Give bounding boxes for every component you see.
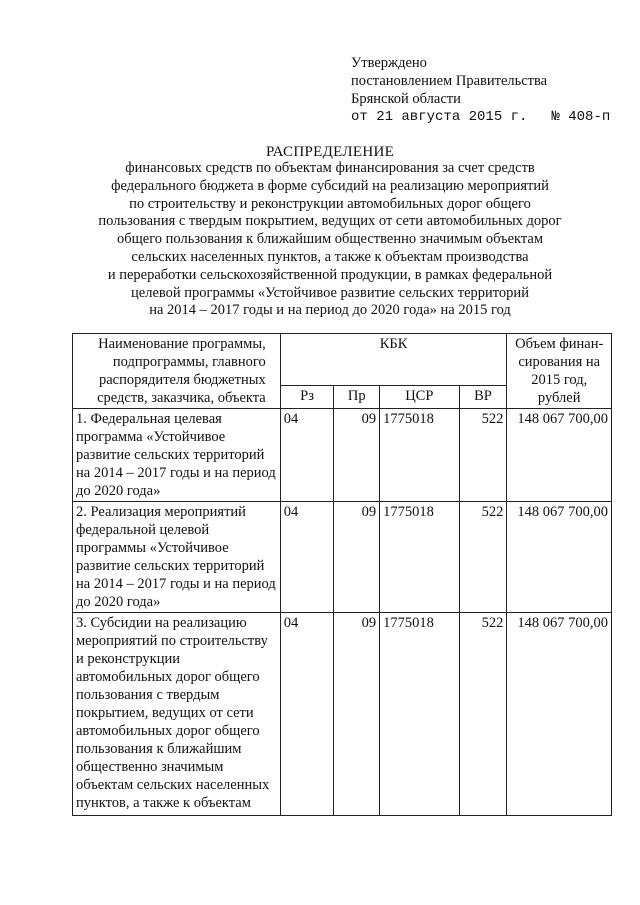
row-vr: 522 <box>459 613 507 816</box>
table-header-row <box>73 334 612 386</box>
approval-line-approved: Утверждено <box>351 55 427 71</box>
row-rz: 04 <box>280 409 334 502</box>
row-name: 2. Реализация мероприятий федеральной целевой программы «Устойчивое развитие сельских территорий на 2014 – 2017 годы и на период до 2020 года» <box>73 502 281 613</box>
row-rz: 04 <box>280 613 334 816</box>
header-vr: ВР <box>459 386 507 409</box>
description-line: на 2014 – 2017 годы и на период до 2020 года» на 2015 год <box>149 302 511 319</box>
description-line: сельских населенных пунктов, а также к объектам производства <box>131 248 529 265</box>
row-csr: 1775018 <box>380 502 459 613</box>
description-line: федерального бюджета в форме субсидий на реализацию мероприятий <box>111 177 549 194</box>
row-vr: 522 <box>459 502 507 613</box>
document-title: РАСПРЕДЕЛЕНИЕ <box>265 144 395 160</box>
header-pr: Пр <box>334 386 380 409</box>
row-pr: 09 <box>334 613 380 816</box>
row-pr: 09 <box>334 502 380 613</box>
approval-date-line <box>351 108 621 126</box>
row-pr: 09 <box>334 409 380 502</box>
row-amount: 148 067 700,00 <box>507 613 612 816</box>
row-amount: 148 067 700,00 <box>507 502 612 613</box>
header-csr: ЦСР <box>380 386 459 409</box>
distribution-table <box>72 333 612 816</box>
approval-line-resolution: постановлением Правительства <box>351 73 548 89</box>
row-csr: 1775018 <box>380 613 459 816</box>
header-amount: Объем финан-сирования на 2015 год, рублей <box>507 334 612 409</box>
description-line: и переработки сельскохозяйственной продукции, в рамках федеральной <box>107 266 553 283</box>
approval-number: № 408-п <box>551 109 611 125</box>
row-amount: 148 067 700,00 <box>507 409 612 502</box>
table-row <box>73 613 612 816</box>
header-kbk: КБК <box>280 334 507 386</box>
row-name: 1. Федеральная целевая программа «Устойчивое развитие сельских территорий на 2014 – 2017 годы и на период до 2020 года» <box>73 409 281 502</box>
approval-date: от 21 августа 2015 г. <box>351 109 528 125</box>
description-line: по строительству и реконструкции автомобильных дорог общего <box>129 195 531 212</box>
approval-stamp <box>351 54 621 126</box>
description-line: общего пользования к ближайшим общественно значимым объектам <box>116 231 544 248</box>
table-row <box>73 502 612 613</box>
row-csr: 1775018 <box>380 409 459 502</box>
table-row <box>73 409 612 502</box>
description-line: целевой программы «Устойчивое развитие сельских территорий <box>131 284 529 301</box>
row-rz: 04 <box>280 502 334 613</box>
document-description <box>60 160 600 320</box>
row-name: 3. Субсидии на реализацию мероприятий по строительству и реконструкции автомобильных дорог общего пользования с твердым покрытием, ведущих от сети автомобильных дорог общего пользования к ближайшим общественно значимым объектам сельских населенных пунктов, а также к объектам <box>73 613 281 816</box>
description-line: пользования с твердым покрытием, ведущих от сети автомобильных дорог <box>98 213 562 230</box>
header-rz: Рз <box>280 386 334 409</box>
row-vr: 522 <box>459 409 507 502</box>
description-line: финансовых средств по объектам финансирования за счет средств <box>125 160 535 176</box>
header-name: Наименование программы, подпрограммы, главного распорядителя бюджетных средств, заказчика, объекта <box>73 334 281 409</box>
approval-line-region: Брянской области <box>351 91 461 107</box>
